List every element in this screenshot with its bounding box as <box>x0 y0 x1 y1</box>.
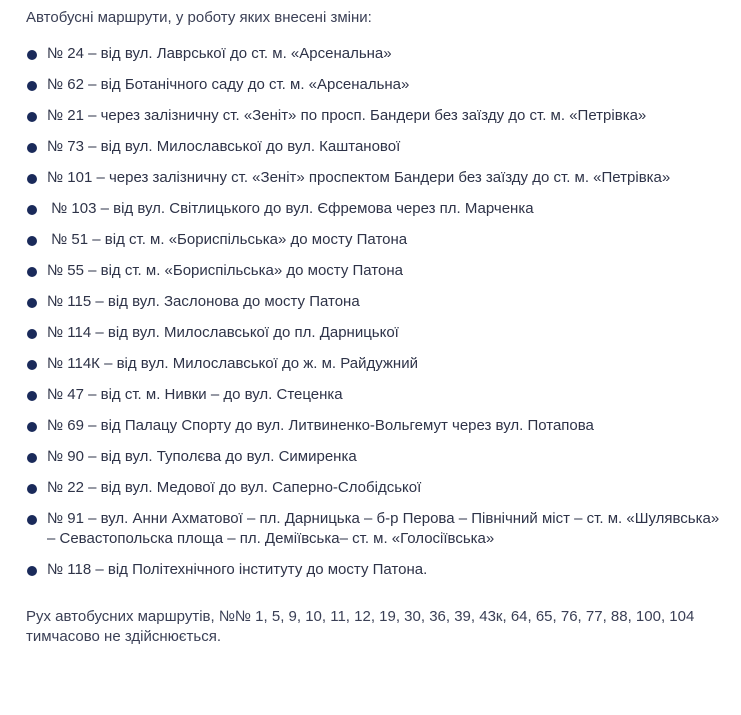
bullet-icon <box>27 236 37 246</box>
route-text: № 115 – від вул. Заслонова до мосту Патона <box>47 293 360 310</box>
list-item <box>26 292 726 312</box>
bullet-icon <box>27 391 37 401</box>
route-text: № 24 – від вул. Лаврської до ст. м. «Арсенальна» <box>47 45 392 62</box>
route-text: № 22 – від вул. Медової до вул. Саперно-Слобідської <box>47 479 422 496</box>
bullet-icon <box>27 174 37 184</box>
route-text: № 91 – вул. Анни Ахматової – пл. Дарницька – б-р Перова – Північний міст – ст. м. «Шулявська» – Севастопольска площа – пл. Деміївська– ст. м. «Голосіївська» <box>47 510 720 547</box>
route-text: № 118 – від Політехнічного інституту до мосту Патона. <box>47 561 428 578</box>
route-text: № 69 – від Палацу Спорту до вул. Литвиненко-Вольгемут через вул. Потапова <box>47 417 594 434</box>
route-text: № 114 – від вул. Милославської до пл. Дарницької <box>47 324 399 341</box>
list-item <box>26 323 726 343</box>
route-text: № 103 – від вул. Світлицького до вул. Єфремова через пл. Марченка <box>47 200 534 217</box>
intro-text: Автобусні маршрути, у роботу яких внесені зміни: <box>26 9 372 26</box>
list-item <box>26 385 726 405</box>
suspended-routes-note: Рух автобусних маршрутів, №№ 1, 5, 9, 10, 11, 12, 19, 30, 36, 39, 43к, 64, 65, 76, 77, 88, 100, 104 тимчасово не здійснюється. <box>26 608 695 645</box>
route-text: № 62 – від Ботанічного саду до ст. м. «Арсенальна» <box>47 76 410 93</box>
list-item <box>26 230 726 250</box>
bullet-icon <box>27 484 37 494</box>
bullet-icon <box>27 298 37 308</box>
list-item <box>26 199 726 219</box>
bullet-icon <box>27 422 37 432</box>
bullet-icon <box>27 360 37 370</box>
list-item <box>26 75 726 95</box>
route-text: № 90 – від вул. Туполєва до вул. Симиренка <box>47 448 357 465</box>
routes-list <box>26 44 726 580</box>
bullet-icon <box>27 515 37 525</box>
bullet-icon <box>27 81 37 91</box>
route-text: № 55 – від ст. м. «Бориспільська» до мосту Патона <box>47 262 403 279</box>
route-text: № 101 – через залізничну ст. «Зеніт» проспектом Бандери без заїзду до ст. м. «Петрівка» <box>47 169 671 186</box>
bullet-icon <box>27 205 37 215</box>
bullet-icon <box>27 112 37 122</box>
bullet-icon <box>27 50 37 60</box>
route-text: № 51 – від ст. м. «Бориспільська» до мосту Патона <box>47 231 408 248</box>
bullet-icon <box>27 267 37 277</box>
bullet-icon <box>27 453 37 463</box>
list-item <box>26 478 726 498</box>
list-item <box>26 44 726 64</box>
bullet-icon <box>27 143 37 153</box>
route-text: № 21 – через залізничну ст. «Зеніт» по просп. Бандери без заїзду до ст. м. «Петрівка» <box>47 107 647 124</box>
route-text: № 73 – від вул. Милославської до вул. Каштанової <box>47 138 401 155</box>
list-item <box>26 168 726 188</box>
route-text: № 114К – від вул. Милославської до ж. м. Райдужний <box>47 355 418 372</box>
list-item <box>26 509 726 549</box>
list-item <box>26 416 726 436</box>
list-item <box>26 447 726 467</box>
list-item <box>26 560 726 580</box>
list-item <box>26 354 726 374</box>
route-text: № 47 – від ст. м. Нивки – до вул. Стеценка <box>47 386 343 403</box>
bullet-icon <box>27 566 37 576</box>
list-item <box>26 261 726 281</box>
list-item <box>26 106 726 126</box>
list-item <box>26 137 726 157</box>
article-content <box>26 8 726 662</box>
bullet-icon <box>27 329 37 339</box>
